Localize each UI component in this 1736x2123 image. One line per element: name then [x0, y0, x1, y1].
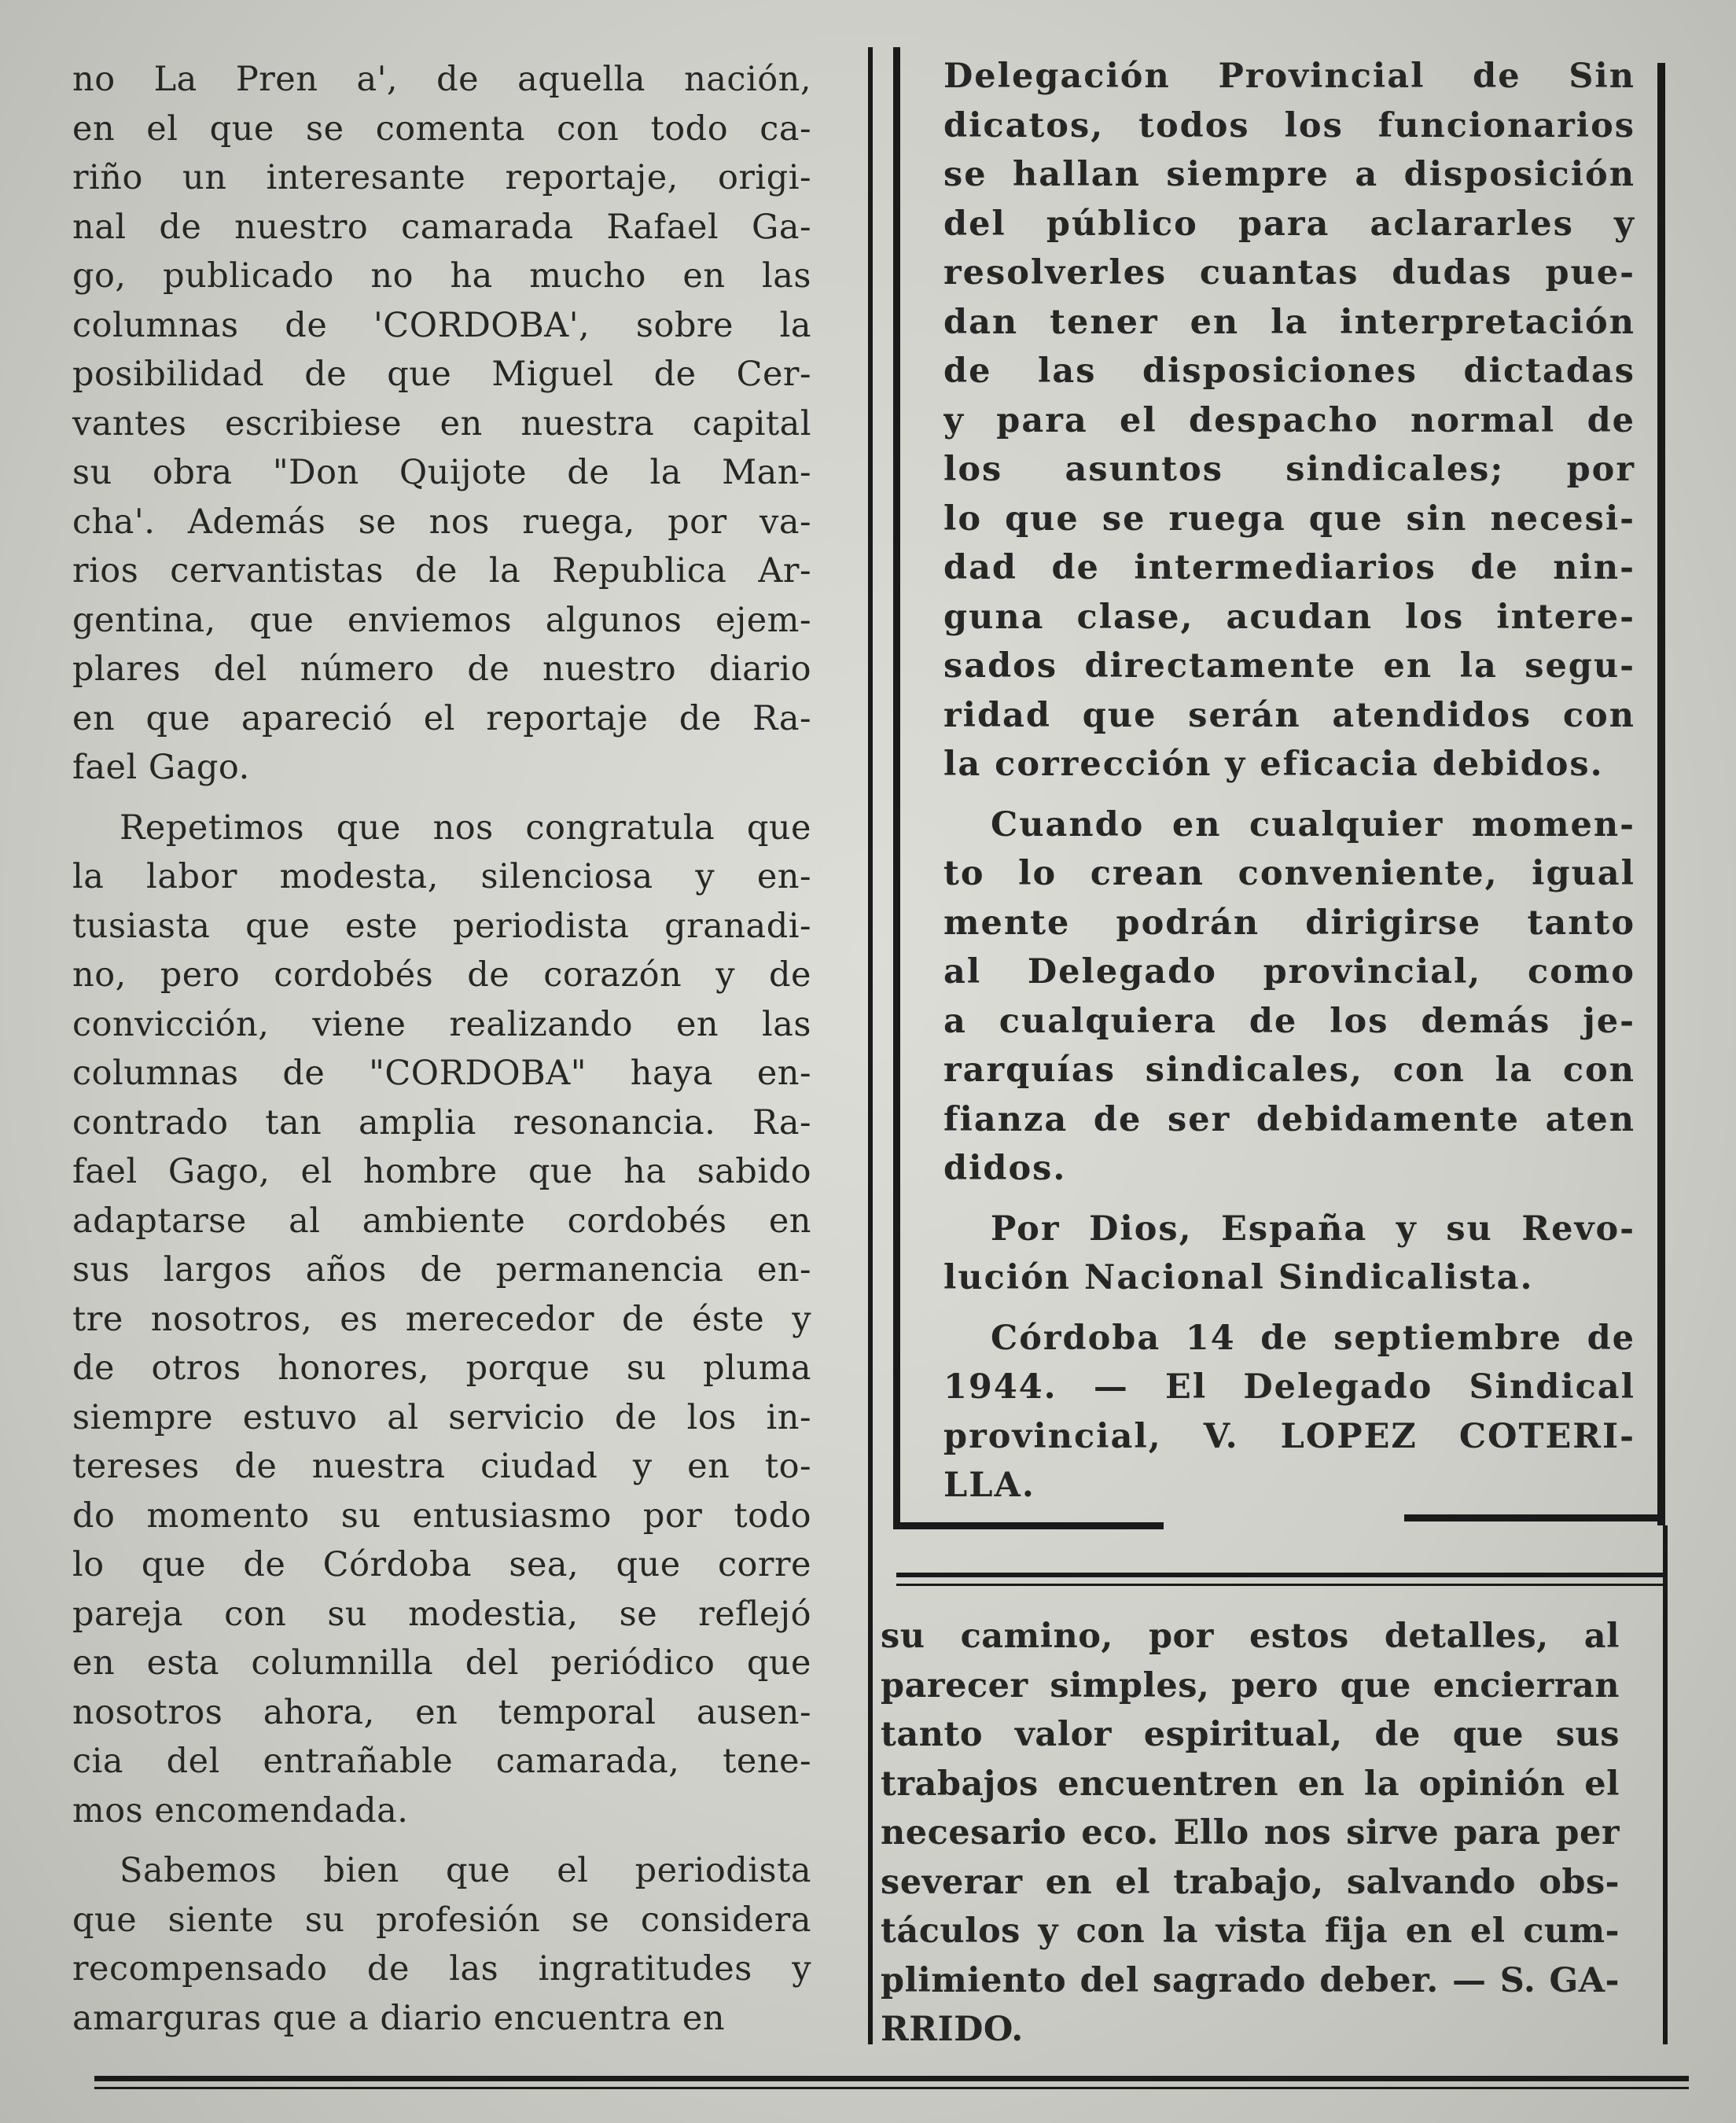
text-line: cha'. Además se nos ruega, por va-: [72, 502, 811, 542]
text-line: guna clase, acudan los intere-: [943, 597, 1635, 637]
page-bottom-rule-thick: [94, 2076, 1689, 2081]
text-line: su obra "Don Quijote de la Man-: [72, 453, 811, 492]
paragraph: [72, 1846, 811, 2043]
text-line: al Delegado provincial, como: [943, 952, 1635, 992]
text-line: plares del número de nuestro diario: [72, 649, 811, 689]
paragraph: [943, 52, 1635, 789]
text-line: no, pero cordobés de corazón y de: [72, 955, 811, 995]
notice-box-right-border: [1657, 63, 1665, 1525]
section-separator-thick: [896, 1573, 1663, 1577]
text-line: amarguras que a diario encuentra en: [72, 1998, 726, 2038]
paragraph-gap: [943, 1303, 1635, 1314]
paragraph: [72, 55, 811, 793]
paragraph-gap: [72, 1835, 811, 1846]
paragraph: [943, 1314, 1635, 1510]
text-line: pareja con su modestia, se reflejó: [72, 1594, 811, 1634]
text-line: columnas de "CORDOBA" haya en-: [72, 1054, 811, 1093]
text-line: fael Gago.: [72, 748, 250, 787]
text-line: convicción, viene realizando en las: [72, 1004, 811, 1044]
text-line: posibilidad de que Miguel de Cer-: [72, 355, 811, 394]
text-line: táculos y con la vista fija en el cum-: [881, 1911, 1620, 1951]
text-line: Repetimos que nos congratula que: [120, 808, 811, 848]
text-line: rarquías sindicales, con la con: [943, 1050, 1635, 1090]
text-line: tanto valor espiritual, de que sus: [881, 1715, 1620, 1754]
text-line: y para el despacho normal de: [943, 400, 1635, 440]
text-line: contrado tan amplia resonancia. Ra-: [72, 1102, 811, 1142]
text-line: LLA.: [943, 1466, 1035, 1505]
text-line: cia del entrañable camarada, tene-: [72, 1742, 811, 1781]
text-line: de otros honores, porque su pluma: [72, 1348, 811, 1388]
text-line: vantes escribiese en nuestra capital: [72, 403, 811, 443]
text-line: adaptarse al ambiente cordobés en: [72, 1201, 811, 1241]
text-line: mente podrán dirigirse tanto: [943, 903, 1635, 943]
section-separator-thin: [896, 1584, 1663, 1586]
text-line: siempre estuvo al servicio de los in-: [72, 1397, 811, 1437]
page-bottom-rule-thin: [94, 2087, 1689, 2089]
notice-box-bottom-border: [893, 1522, 1164, 1529]
paragraph: [943, 800, 1635, 1194]
notice-box-bottom-border-right: [1404, 1514, 1665, 1521]
text-line: resolverles cuantas dudas pue-: [943, 253, 1635, 293]
text-line: lución Nacional Sindicalista.: [943, 1258, 1534, 1297]
text-line: fael Gago, el hombre que ha sabido: [72, 1152, 811, 1191]
text-line: del público para aclararles y: [943, 204, 1635, 244]
text-line: Sabemos bien que el periodista: [120, 1851, 811, 1890]
paragraph-gap: [943, 1194, 1635, 1205]
paragraph-gap: [72, 793, 811, 804]
text-line: Córdoba 14 de septiembre de: [991, 1318, 1635, 1358]
text-line: lo que se ruega que sin necesi-: [943, 499, 1635, 539]
text-line: severar en el trabajo, salvando obs-: [881, 1862, 1620, 1902]
paragraph: [72, 804, 811, 1836]
text-line: Por Dios, España y su Revo-: [991, 1209, 1635, 1249]
text-line: dad de intermediarios de nin-: [943, 548, 1635, 587]
text-line: sados directamente en la segu-: [943, 646, 1635, 686]
right-column-continuation: [881, 1612, 1620, 2055]
notice-box-left-border: [893, 47, 900, 1525]
text-line: se hallan siempre a disposición: [943, 155, 1635, 194]
text-line: lo que de Córdoba sea, que corre: [72, 1545, 811, 1584]
text-line: tusiasta que este periodista granadi-: [72, 906, 811, 946]
text-line: tre nosotros, es merecedor de éste y: [72, 1299, 811, 1339]
text-line: go, publicado no ha mucho en las: [72, 256, 811, 296]
text-line: Cuando en cualquier momen-: [991, 804, 1635, 844]
text-line: recompensado de las ingratitudes y: [72, 1949, 811, 1989]
text-line: la labor modesta, silenciosa y en-: [72, 857, 811, 896]
text-line: no La Pren a', de aquella nación,: [72, 60, 811, 99]
text-line: dan tener en la interpretación: [943, 302, 1635, 342]
text-line: RRIDO.: [881, 2010, 1024, 2049]
text-line: de las disposiciones dictadas: [943, 351, 1635, 391]
text-line: nosotros ahora, en temporal ausen-: [72, 1692, 811, 1732]
boxed-notice: [943, 52, 1635, 1510]
text-line: tereses de nuestra ciudad y en to-: [72, 1447, 811, 1486]
paragraph: [943, 1205, 1635, 1303]
paragraph-gap: [943, 789, 1635, 800]
text-line: didos.: [943, 1149, 1067, 1188]
text-line: plimiento del sagrado deber. — S. GA-: [881, 1960, 1620, 2000]
text-line: nal de nuestro camarada Rafael Ga-: [72, 207, 811, 247]
text-line: dicatos, todos los funcionarios: [943, 105, 1635, 145]
column-divider-line: [868, 47, 873, 2044]
text-line: columnas de 'CORDOBA', sobre la: [72, 305, 811, 345]
text-line: su camino, por estos detalles, al: [881, 1617, 1620, 1656]
text-line: que siente su profesión se considera: [72, 1900, 811, 1940]
text-line: do momento su entusiasmo por todo: [72, 1496, 811, 1536]
text-line: riño un interesante reportaje, origi-: [72, 158, 811, 197]
text-line: 1944. — El Delegado Sindical: [943, 1367, 1635, 1407]
text-line: en el que se comenta con todo ca-: [72, 109, 811, 149]
text-line: rios cervantistas de la Republica Ar-: [72, 551, 811, 591]
text-line: gentina, que enviemos algunos ejem-: [72, 600, 811, 640]
text-line: mos encomendada.: [72, 1790, 409, 1830]
text-line: la corrección y eficacia debidos.: [943, 745, 1604, 784]
text-line: necesario eco. Ello nos sirve para per: [881, 1813, 1620, 1853]
text-line: los asuntos sindicales; por: [943, 450, 1635, 489]
paragraph: [881, 1612, 1620, 2055]
text-line: parecer simples, pero que encierran: [881, 1665, 1620, 1705]
text-line: fianza de ser debidamente aten: [943, 1099, 1635, 1139]
text-line: trabajos encuentren en la opinión el: [881, 1764, 1620, 1804]
text-line: Delegación Provincial de Sin: [943, 57, 1635, 96]
text-line: ridad que serán atendidos con: [943, 695, 1635, 735]
text-line: sus largos años de permanencia en-: [72, 1250, 811, 1290]
left-column: [72, 55, 811, 2043]
text-line: to lo crean conveniente, igual: [943, 854, 1635, 893]
text-line: a cualquiera de los demás je-: [943, 1001, 1635, 1041]
text-line: en esta columnilla del periódico que: [72, 1643, 811, 1683]
text-line: en que apareció el reportaje de Ra-: [72, 698, 811, 738]
text-line: provincial, V. LOPEZ COTERI-: [943, 1416, 1635, 1456]
right-edge-line: [1663, 1525, 1668, 2044]
